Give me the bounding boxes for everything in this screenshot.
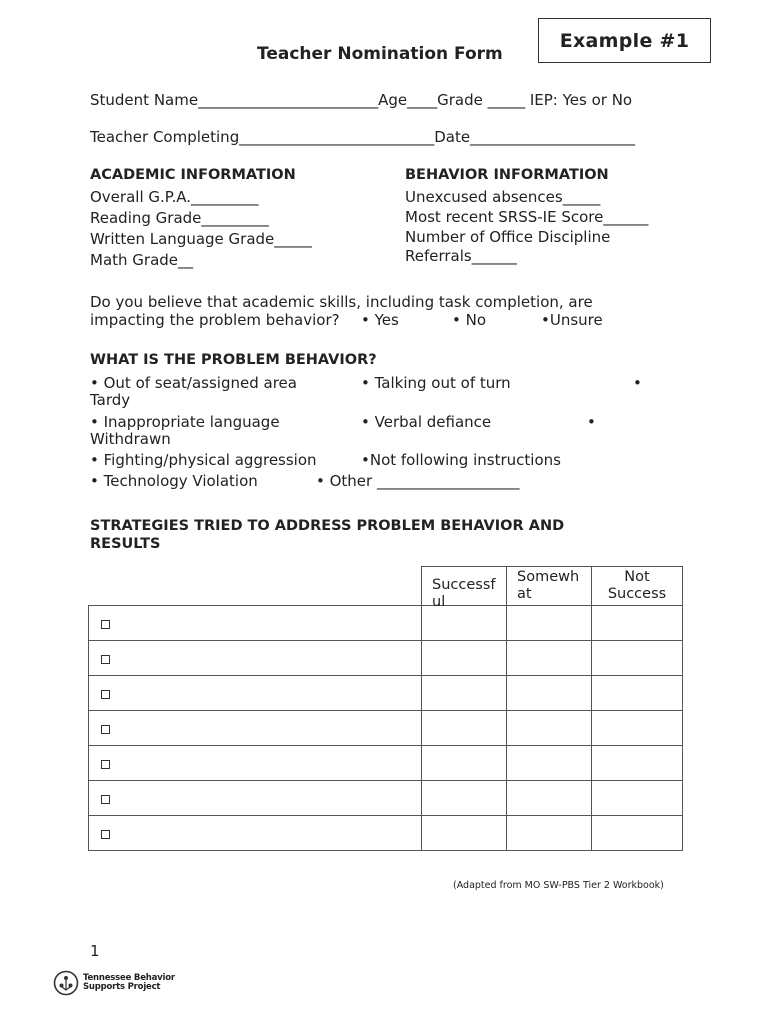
academic-written: Written Language Grade_____ bbox=[90, 230, 312, 248]
page-number: 1 bbox=[90, 942, 100, 960]
table-row bbox=[89, 606, 683, 641]
strategies-table bbox=[88, 566, 683, 851]
col-somewhat-cell bbox=[507, 567, 592, 606]
option-no: • No bbox=[452, 311, 487, 329]
col-successful-cell bbox=[422, 567, 507, 610]
question-line1: Do you believe that academic skills, including task completion, are bbox=[90, 293, 593, 311]
academic-math: Math Grade__ bbox=[90, 251, 194, 269]
behavior-srss: Most recent SRSS-IE Score______ bbox=[405, 208, 649, 226]
behavior-office-line2: Referrals______ bbox=[405, 247, 517, 265]
table-header-blank bbox=[89, 567, 422, 606]
teacher-info-line: Teacher Completing__________________________Date______________________ bbox=[90, 128, 636, 146]
table-row bbox=[89, 711, 683, 746]
behavior-inappropriate-language: • Inappropriate language bbox=[90, 413, 280, 431]
behavior-office-line1: Number of Office Discipline bbox=[405, 228, 611, 246]
behavior-verbal-defiance: • Verbal defiance bbox=[361, 413, 492, 431]
example-label: Example #1 bbox=[538, 18, 711, 63]
col-somewhat: Somewhat bbox=[517, 569, 580, 602]
option-yes: • Yes bbox=[361, 311, 399, 329]
academic-gpa: Overall G.P.A._________ bbox=[90, 188, 259, 206]
option-unsure: •Unsure bbox=[541, 311, 603, 329]
row-checkbox[interactable] bbox=[101, 830, 110, 839]
behavior-withdrawn: Withdrawn bbox=[90, 430, 171, 448]
row-checkbox[interactable] bbox=[101, 760, 110, 769]
behavior-heading: BEHAVIOR INFORMATION bbox=[405, 167, 609, 183]
question-line2: impacting the problem behavior? bbox=[90, 311, 340, 329]
student-info-line: Student Name________________________Age____Grade _____ IEP: Yes or No bbox=[90, 91, 633, 109]
behavior-absences: Unexcused absences_____ bbox=[405, 188, 601, 206]
tbsp-logo bbox=[53, 970, 175, 996]
row-checkbox[interactable] bbox=[101, 690, 110, 699]
strategies-heading-line1: STRATEGIES TRIED TO ADDRESS PROBLEM BEHAVIOR AND bbox=[90, 518, 565, 534]
footnote: (Adapted from MO SW-PBS Tier 2 Workbook) bbox=[453, 880, 664, 891]
academic-heading: ACADEMIC INFORMATION bbox=[90, 167, 296, 183]
behavior-tardy: Tardy bbox=[90, 391, 131, 409]
tennessee-logo-icon bbox=[53, 970, 79, 996]
page-title: Teacher Nomination Form bbox=[257, 44, 503, 64]
behavior-fighting: • Fighting/physical aggression bbox=[90, 451, 317, 469]
strategies-heading-line2: RESULTS bbox=[90, 536, 161, 552]
table-row bbox=[89, 746, 683, 781]
behavior-talking: • Talking out of turn bbox=[361, 374, 511, 392]
behavior-technology: • Technology Violation bbox=[90, 472, 258, 490]
logo-line2: Supports Project bbox=[83, 982, 161, 992]
table-row bbox=[89, 641, 683, 676]
behavior-not-following: •Not following instructions bbox=[361, 451, 561, 469]
behavior-out-of-seat: • Out of seat/assigned area bbox=[90, 374, 297, 392]
row-checkbox[interactable] bbox=[101, 620, 110, 629]
table-row bbox=[89, 816, 683, 851]
col-successful: Successful bbox=[432, 577, 496, 610]
academic-reading: Reading Grade_________ bbox=[90, 209, 269, 227]
logo-line1: Tennessee Behavior bbox=[83, 972, 175, 983]
table-row bbox=[89, 781, 683, 816]
table-row bbox=[89, 676, 683, 711]
row-checkbox[interactable] bbox=[101, 655, 110, 664]
row-checkbox[interactable] bbox=[101, 795, 110, 804]
behavior-other: • Other ___________________ bbox=[316, 472, 520, 490]
col-not-success-cell bbox=[592, 567, 683, 606]
problem-heading: WHAT IS THE PROBLEM BEHAVIOR? bbox=[90, 352, 377, 368]
col-not-success: Not Success bbox=[607, 569, 667, 602]
bullet-withdrawn: • bbox=[587, 413, 596, 431]
bullet-tardy: • bbox=[633, 374, 642, 392]
row-checkbox[interactable] bbox=[101, 725, 110, 734]
